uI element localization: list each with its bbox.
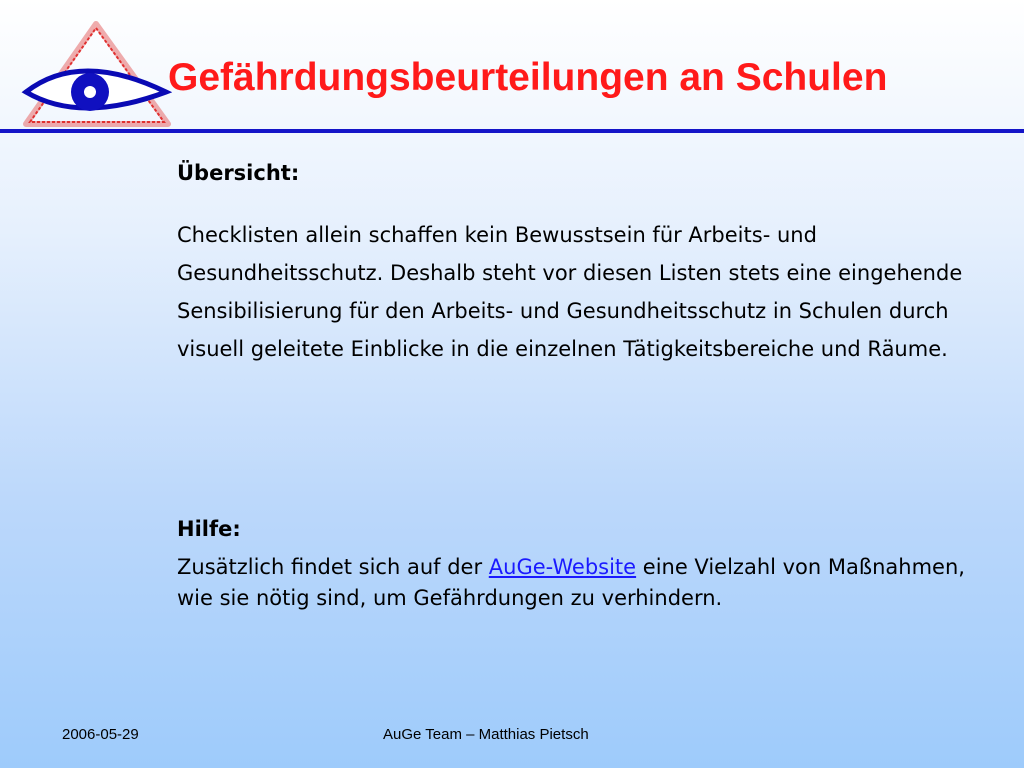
help-text [177,552,977,614]
overview-text: Checklisten allein schaffen kein Bewusstsein für Arbeits- und Gesundheitsschutz. Deshalb steht vor diesen Listen stets eine eingehende Sensibilisierung für den Arbeits- und Gesundheitsschutz in Schulen durch visuell geleitete Einblicke in die einzelnen Tätigkeitsbereiche und Räume. [177,223,963,361]
footer-author: AuGe Team – Matthias Pietsch [383,726,589,743]
footer-date: 2006-05-29 [62,726,139,743]
title-divider [0,129,1024,133]
overview-heading: Übersicht: [177,161,300,185]
help-text-before: Zusätzlich findet sich auf der [177,555,489,579]
help-section [177,506,977,614]
eye-triangle-logo-icon [20,20,172,130]
overview-section [177,150,977,368]
slide-title: Gefährdungsbeurteilungen an Schulen [168,56,888,99]
help-text-after: eine Vielzahl von Maßnahmen, wie sie nötig sind, um Gefährdungen zu verhindern. [177,555,965,610]
help-heading: Hilfe: [177,517,241,541]
auge-website-link[interactable]: AuGe-Website [488,555,637,579]
